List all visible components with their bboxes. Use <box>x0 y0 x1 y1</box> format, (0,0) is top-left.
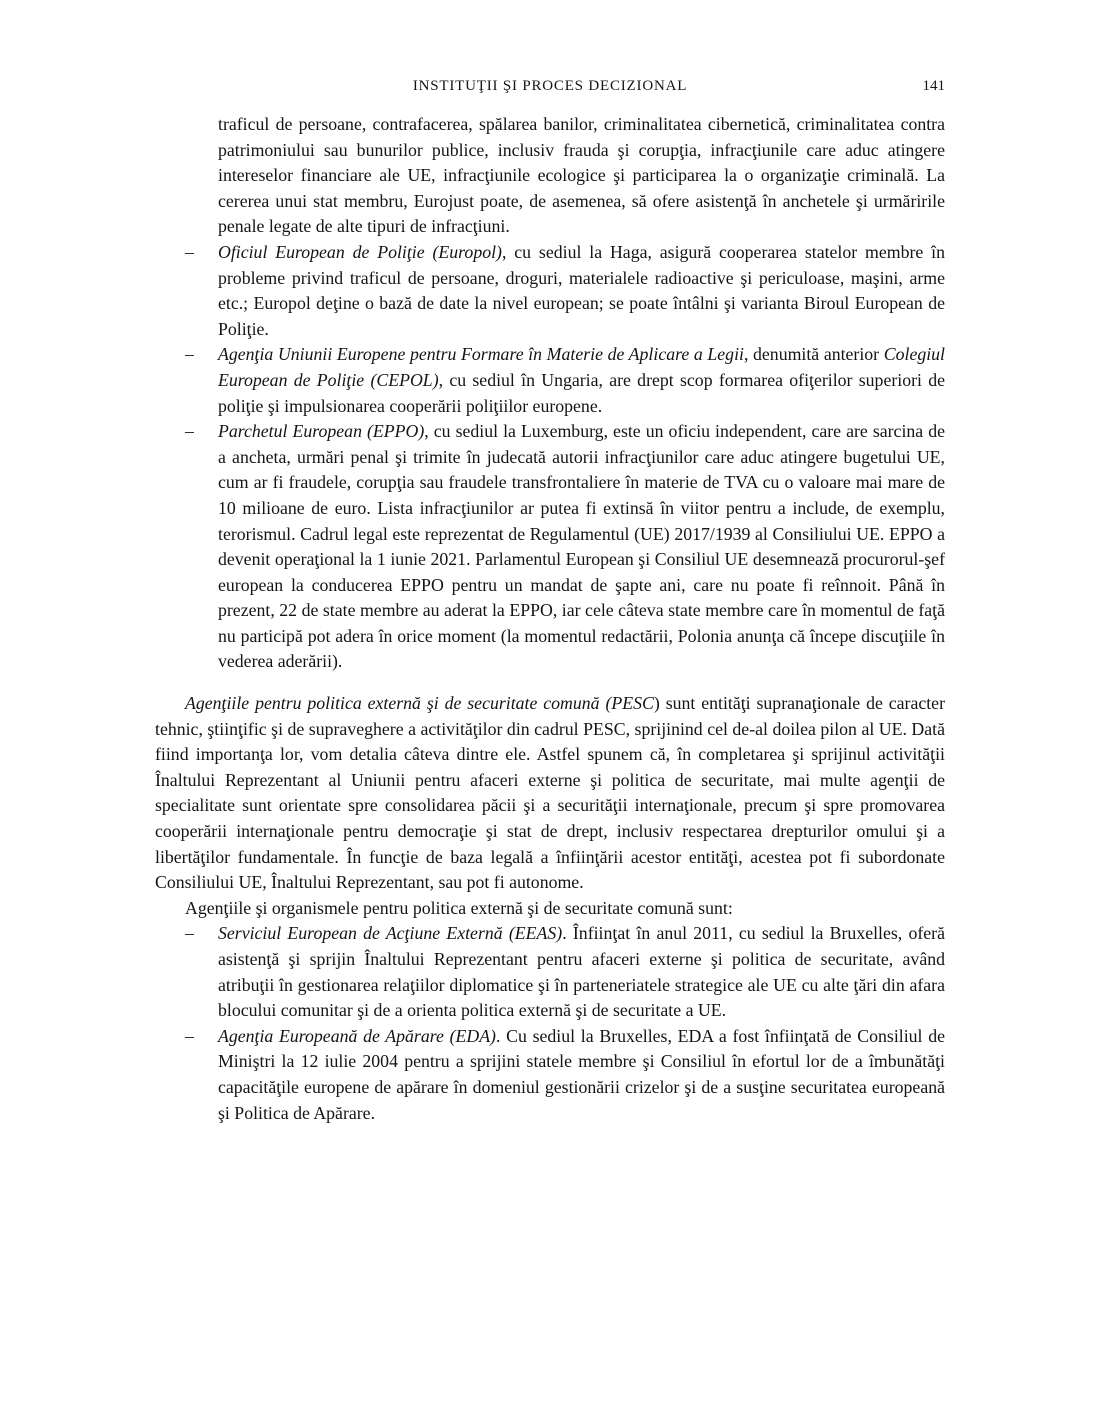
emphasized-text: Colegiul European de Poliţie (CEPOL) <box>218 344 945 390</box>
list-item <box>155 240 945 342</box>
bullet-dash: – <box>185 1025 194 1046</box>
text-run: , denumită anterior <box>743 344 884 365</box>
emphasized-text: Oficiul European de Poliţie (Europol) <box>218 241 502 262</box>
bullet-dash: – <box>185 421 194 442</box>
text-run: , cu sediul la Haga, asigură cooperarea statelor membre în probleme privind traficul de persoane, droguri, materialele radioactive şi periculoase, maşini, arme etc.; Europol deţine o bază de date la nivel european; se poate întâlni şi varianta Biroul European de Poliţie. <box>218 241 945 339</box>
emphasized-text: Parchetul European (EPPO) <box>218 421 425 442</box>
text-run: , cu sediul în Ungaria, are drept scop formarea ofiţerilor superiori de poliţie şi impulsionarea cooperării poliţiilor europene. <box>218 369 946 416</box>
list-item <box>155 342 945 419</box>
emphasized-text: Agenţiile pentru politica externă şi de securitate comună (PESC <box>185 693 654 714</box>
paragraph <box>155 691 945 896</box>
bullet-dash: – <box>185 241 194 262</box>
list-item <box>155 1024 945 1126</box>
text-run: traficul de persoane, contrafacerea, spălarea banilor, criminalitatea cibernetică, criminalitatea contra patrimoniului sau bunurilor publice, inclusiv frauda şi corupţia, infracţiunile care aduc atingere intereselor financiare ale UE, infracţiunile ecologice şi participarea la o organizaţie criminală. La cererea unui stat membru, Eurojust poate, de asemenea, să ofere asistenţă în anchetele şi urmăririle penale legate de alte tipuri de infracţiuni. <box>218 114 945 237</box>
page-number: 141 <box>922 78 945 94</box>
text-run: ) sunt entităţi supranaţionale de caracter tehnic, ştiinţific şi de supraveghere a activităţilor din cadrul PESC, sprijinind cel de-al doilea pilon al UE. Dată fiind importanţa lor, vom detalia câteva dintre ele. Astfel spunem că, în completarea şi sprijinul activităţii Înaltului Reprezentant al Uniunii pentru afaceri externe şi politica de securitate, mai multe agenţii de specialitate sunt orientate spre consolidarea păcii şi a securităţii internaţionale, precum şi spre promovarea cooperării internaţionale pentru democraţie şi stat de drept, inclusiv respectarea drepturilor omului şi a libertăţilor fundamentale. În funcţie de baza legală a înfiinţării acestor entităţi, acestea pot fi subordonate Consiliului UE, Înaltului Reprezentant, sau pot fi autonome. <box>155 693 945 893</box>
page-content <box>155 112 945 1126</box>
text-run: , cu sediul la Luxemburg, este un oficiu independent, care are sarcina de a ancheta, urmări penal şi trimite în judecată autorii infracţiunilor care aduc atingere bugetului UE, cum ar fi fraudele, corupţia sau fraudele transfrontaliere în materie de TVA cu o valoare mai mare de 10 milioane de euro. Lista infracţiunilor ar putea fi extinsă în viitor pentru a include, de exemplu, terorismul. Cadrul legal este reprezentat de Regulamentul (UE) 2017/1939 al Consiliului UE. EPPO a devenit operaţional la 1 iunie 2021. Parlamentul European şi Consiliul UE desemnează procurorul-şef european la conducerea EPPO pentru un mandat de şapte ani, care nu poate fi reînnoit. Până în prezent, 22 de state membre au aderat la EPPO, iar cele câteva state membre care în momentul de faţă nu participă pot adera în orice moment (la momentul redactării, Polonia anunţa că începe discuţiile în vederea aderării). <box>218 421 945 672</box>
emphasized-text: Serviciul European de Acţiune Externă (EEAS) <box>218 923 563 944</box>
list-item <box>155 921 945 1023</box>
text-run: Agenţiile şi organismele pentru politica externă şi de securitate comună sunt: <box>185 897 733 918</box>
bullet-dash: – <box>185 923 194 944</box>
page-header <box>155 78 945 100</box>
emphasized-text: Agenţia Uniunii Europene pentru Formare în Materie de Aplicare a Legii <box>218 344 744 365</box>
running-head: INSTITUŢII ŞI PROCES DECIZIONAL <box>412 78 688 94</box>
continuation-text <box>218 112 945 240</box>
list-item <box>155 419 945 675</box>
text-run: . Înfiinţat în anul 2011, cu sediul la Bruxelles, oferă asistenţă şi sprijin Înaltului Reprezentant pentru afaceri externe şi politica de securitate, având atribuţii în gestionarea relaţiilor diplomatice şi în parteneriatele strategice ale UE cu alte ţări din afara blocului comunitar şi de a orienta politica externă şi de securitate a UE. <box>218 923 945 1021</box>
paragraph <box>155 896 945 922</box>
emphasized-text: Agenţia Europeană de Apărare (EDA) <box>218 1025 496 1046</box>
text-run: . Cu sediul la Bruxelles, EDA a fost înfiinţată de Consiliul de Miniştri la 12 iulie 2004 pentru a sprijini statele membre şi Consiliul în efortul lor de a îmbunătăţi capacităţile europene de apărare în domeniul gestionării crizelor şi de a susţine securitatea europeană şi Politica de Apărare. <box>218 1025 945 1123</box>
bullet-dash: – <box>185 344 194 365</box>
